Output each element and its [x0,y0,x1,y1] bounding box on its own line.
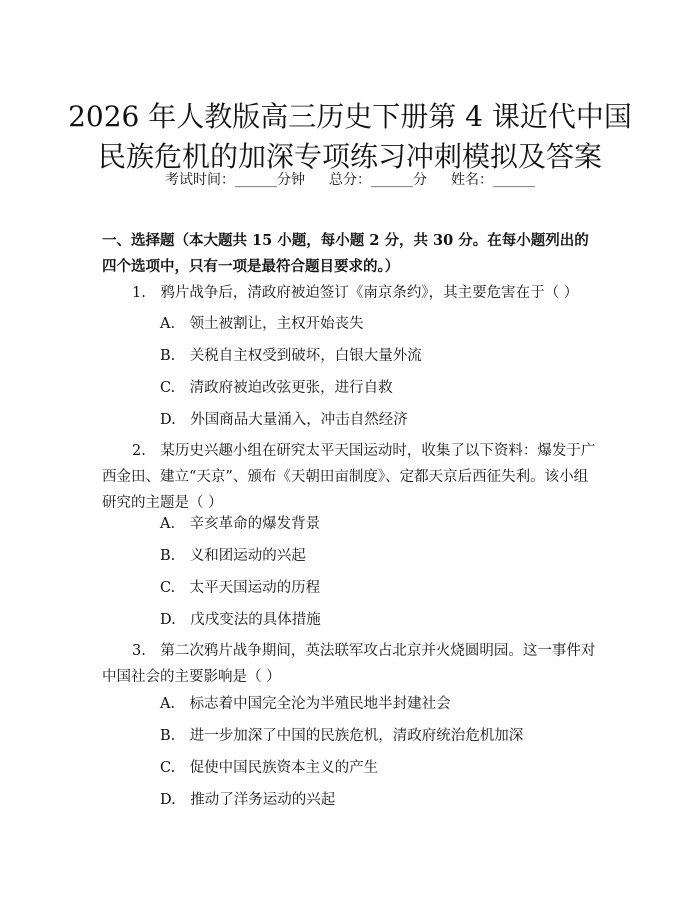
exam-time: 考试时间：______分钟 [165,172,305,188]
question-2 [102,438,602,516]
exam-score: 总分：______分 [329,172,427,188]
question-2-option-c: C. 太平天国运动的历程 [160,580,321,596]
question-1-option-d: D. 外国商品大量涌入，冲击自然经济 [160,412,408,428]
exam-meta [0,170,700,190]
question-3-option-d: D. 推动了洋务运动的兴起 [160,792,336,808]
question-3-option-b: B. 进一步加深了中国的民族危机，清政府统治危机加深 [160,728,524,744]
question-2-option-a: A. 辛亥革命的爆发背景 [160,516,321,532]
question-stem: 3. 第二次鸦片战争期间，英法联军攻占北京并火烧圆明园。这一事件对中国社会的主要影响是（ ） [102,643,596,685]
question-stem: 1. 鸦片战争后，清政府被迫签订《南京条约》，其主要危害在于（ ） [132,285,579,301]
question-1-option-b: B. 关税自主权受到破坏，白银大量外流 [160,348,422,364]
question-3 [102,638,602,690]
question-1 [102,280,602,306]
title-line-2: 民族危机的加深专项练习冲刺模拟及答案 [97,139,602,173]
section-heading: 一、选择题（本大题共 15 小题，每小题 2 分，共 30 分。在每小题列出的四个选项中，只有一项是最符合题目要求的。） [102,232,589,275]
question-stem: 2. 某历史兴趣小组在研究太平天国运动时，收集了以下资料：爆发于广西金田、建立“天京”、颁布《天朝田亩制度》、定都天京后西征失利。该小组研究的主题是（ ） [102,443,596,511]
question-3-option-c: C. 促使中国民族资本主义的产生 [160,760,379,776]
exam-name: 姓名：______ [451,172,535,188]
question-1-option-a: A. 领土被割让，主权开始丧失 [160,316,364,332]
question-2-option-d: D. 戊戌变法的具体措施 [160,612,321,628]
question-2-option-b: B. 义和团运动的兴起 [160,548,306,564]
title-line-1: 2026 年人教版高三历史下册第 4 课近代中国 [68,99,632,133]
question-1-option-c: C. 清政府被迫改弦更张，进行自救 [160,380,393,396]
question-3-option-a: A. 标志着中国完全沦为半殖民地半封建社会 [160,696,451,712]
document-title [60,97,640,177]
